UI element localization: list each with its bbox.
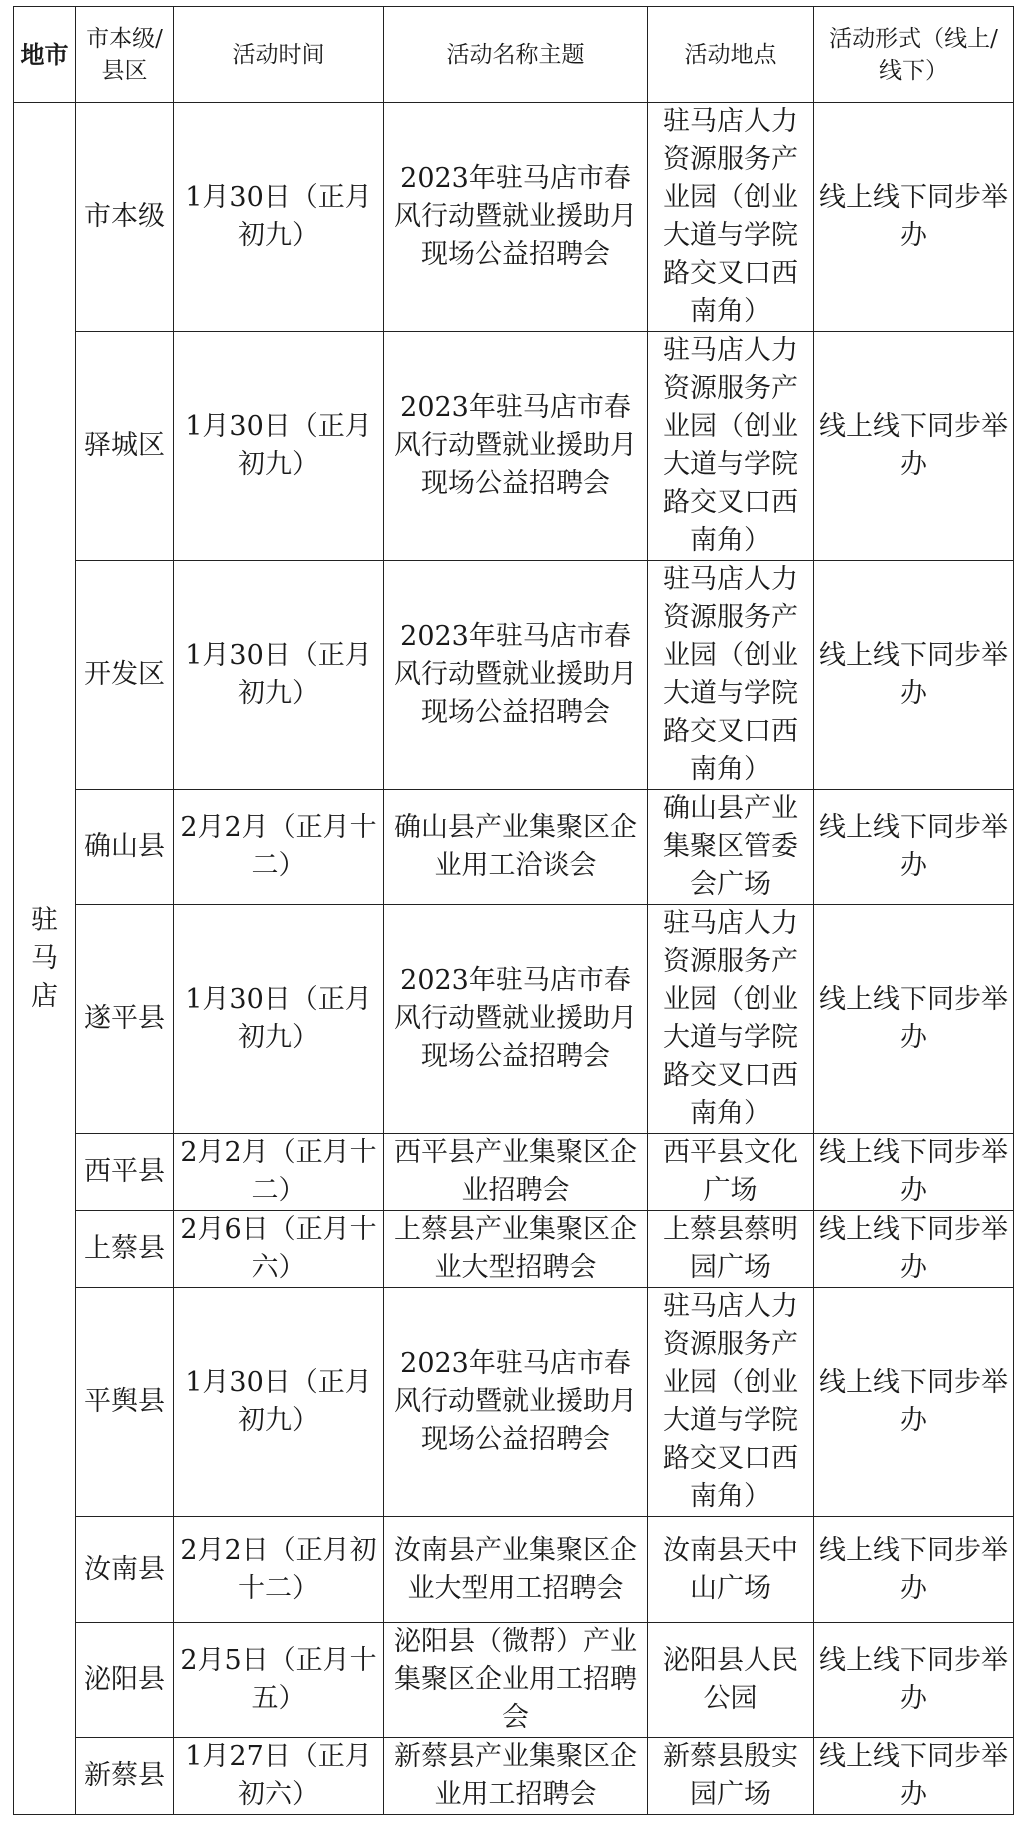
header-row <box>14 7 1014 103</box>
header-name: 活动名称主题 <box>384 7 648 103</box>
location-cell: 确山县产业集聚区管委会广场 <box>648 790 814 905</box>
table-row <box>14 1211 1014 1288</box>
name-cell: 2023年驻马店市春风行动暨就业援助月现场公益招聘会 <box>384 103 648 332</box>
location-cell: 西平县文化广场 <box>648 1134 814 1211</box>
name-cell: 泌阳县（微帮）产业集聚区企业用工招聘会 <box>384 1623 648 1738</box>
county-cell: 泌阳县 <box>76 1623 174 1738</box>
location-cell: 泌阳县人民公园 <box>648 1623 814 1738</box>
time-cell: 2月2月（正月十二） <box>174 1134 384 1211</box>
table-row <box>14 103 1014 332</box>
time-cell: 2月6日（正月十六） <box>174 1211 384 1288</box>
county-cell: 上蔡县 <box>76 1211 174 1288</box>
location-cell: 驻马店人力资源服务产业园（创业大道与学院路交叉口西南角） <box>648 103 814 332</box>
format-cell: 线上线下同步举办 <box>814 1517 1014 1623</box>
city-cell: 驻马店 <box>14 103 76 1815</box>
header-county: 市本级/县区 <box>76 7 174 103</box>
time-cell: 1月30日（正月初九） <box>174 103 384 332</box>
header-location: 活动地点 <box>648 7 814 103</box>
county-cell: 新蔡县 <box>76 1738 174 1815</box>
time-cell: 1月30日（正月初九） <box>174 561 384 790</box>
name-cell: 2023年驻马店市春风行动暨就业援助月现场公益招聘会 <box>384 561 648 790</box>
location-cell: 驻马店人力资源服务产业园（创业大道与学院路交叉口西南角） <box>648 905 814 1134</box>
county-cell: 汝南县 <box>76 1517 174 1623</box>
county-cell: 平舆县 <box>76 1288 174 1517</box>
location-cell: 驻马店人力资源服务产业园（创业大道与学院路交叉口西南角） <box>648 1288 814 1517</box>
location-cell: 新蔡县殷实园广场 <box>648 1738 814 1815</box>
location-cell: 驻马店人力资源服务产业园（创业大道与学院路交叉口西南角） <box>648 332 814 561</box>
name-cell: 2023年驻马店市春风行动暨就业援助月现场公益招聘会 <box>384 1288 648 1517</box>
format-cell: 线上线下同步举办 <box>814 1134 1014 1211</box>
table-container <box>13 6 1014 1815</box>
table-row <box>14 1738 1014 1815</box>
name-cell: 西平县产业集聚区企业招聘会 <box>384 1134 648 1211</box>
time-cell: 1月30日（正月初九） <box>174 905 384 1134</box>
table-row <box>14 1134 1014 1211</box>
format-cell: 线上线下同步举办 <box>814 103 1014 332</box>
time-cell: 1月30日（正月初九） <box>174 332 384 561</box>
name-cell: 汝南县产业集聚区企业大型用工招聘会 <box>384 1517 648 1623</box>
name-cell: 新蔡县产业集聚区企业用工招聘会 <box>384 1738 648 1815</box>
name-cell: 确山县产业集聚区企业用工洽谈会 <box>384 790 648 905</box>
header-format: 活动形式（线上/线下） <box>814 7 1014 103</box>
header-time: 活动时间 <box>174 7 384 103</box>
location-cell: 汝南县天中山广场 <box>648 1517 814 1623</box>
table-row <box>14 561 1014 790</box>
county-cell: 市本级 <box>76 103 174 332</box>
name-cell: 2023年驻马店市春风行动暨就业援助月现场公益招聘会 <box>384 332 648 561</box>
format-cell: 线上线下同步举办 <box>814 790 1014 905</box>
time-cell: 2月2日（正月初十二） <box>174 1517 384 1623</box>
time-cell: 2月2月（正月十二） <box>174 790 384 905</box>
format-cell: 线上线下同步举办 <box>814 561 1014 790</box>
event-schedule-table <box>13 6 1014 1815</box>
header-city: 地市 <box>14 7 76 103</box>
time-cell: 1月30日（正月初九） <box>174 1288 384 1517</box>
county-cell: 西平县 <box>76 1134 174 1211</box>
county-cell: 驿城区 <box>76 332 174 561</box>
format-cell: 线上线下同步举办 <box>814 1623 1014 1738</box>
name-cell: 上蔡县产业集聚区企业大型招聘会 <box>384 1211 648 1288</box>
county-cell: 开发区 <box>76 561 174 790</box>
table-row <box>14 1288 1014 1517</box>
time-cell: 2月5日（正月十五） <box>174 1623 384 1738</box>
format-cell: 线上线下同步举办 <box>814 1738 1014 1815</box>
table-row <box>14 1623 1014 1738</box>
county-cell: 遂平县 <box>76 905 174 1134</box>
format-cell: 线上线下同步举办 <box>814 1288 1014 1517</box>
format-cell: 线上线下同步举办 <box>814 905 1014 1134</box>
format-cell: 线上线下同步举办 <box>814 332 1014 561</box>
format-cell: 线上线下同步举办 <box>814 1211 1014 1288</box>
table-row <box>14 332 1014 561</box>
county-cell: 确山县 <box>76 790 174 905</box>
table-row <box>14 790 1014 905</box>
location-cell: 驻马店人力资源服务产业园（创业大道与学院路交叉口西南角） <box>648 561 814 790</box>
name-cell: 2023年驻马店市春风行动暨就业援助月现场公益招聘会 <box>384 905 648 1134</box>
time-cell: 1月27日（正月初六） <box>174 1738 384 1815</box>
table-row <box>14 1517 1014 1623</box>
table-row <box>14 905 1014 1134</box>
location-cell: 上蔡县蔡明园广场 <box>648 1211 814 1288</box>
